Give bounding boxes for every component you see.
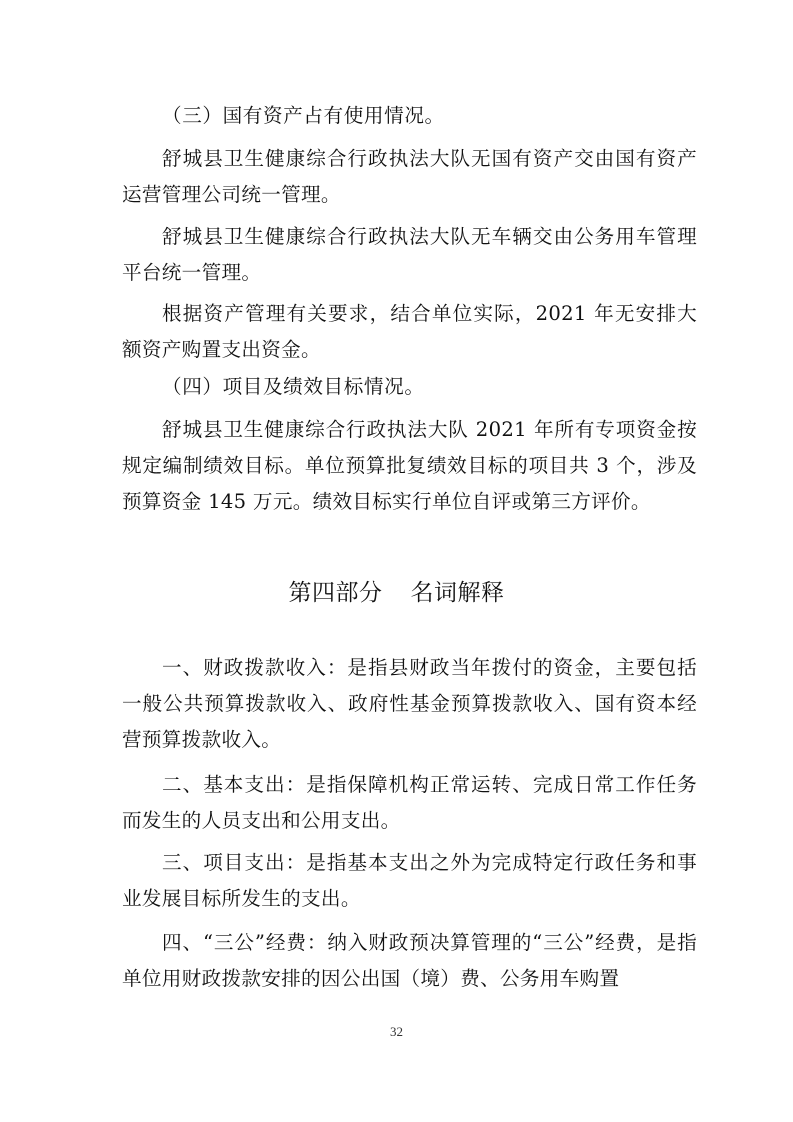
- paragraph-term-1: 一、财政拨款收入：是指县财政当年拨付的资金，主要包括一般公共预算拨款收入、政府性基金预算拨款收入、国有资本经营预算拨款收入。: [122, 656, 697, 751]
- paragraph-term-4: 四、“三公”经费：纳入财政预决算管理的“三公”经费，是指单位用财政拨款安排的因公出国（境）费、公务用车购置: [122, 931, 697, 990]
- page-number: 32: [390, 1024, 403, 1039]
- paragraph-projects-1: 舒城县卫生健康综合行政执法大队 2021 年所有专项资金按规定编制绩效目标。单位预算批复绩效目标的项目共 3 个，涉及预算资金 145 万元。绩效目标实行单位自评或第三方评价。: [122, 418, 697, 513]
- paragraph-assets-3: 根据资产管理有关要求，结合单位实际，2021 年无安排大额资产购置支出资金。: [122, 302, 697, 361]
- section-heading-assets: （三）国有资产占有使用情况。: [162, 104, 445, 127]
- part-title-text: 名词解释: [410, 580, 505, 606]
- paragraph-assets-1: 舒城县卫生健康综合行政执法大队无国有资产交由国有资产运营管理公司统一管理。: [122, 147, 697, 206]
- paragraph-term-2: 二、基本支出：是指保障机构正常运转、完成日常工作任务而发生的人员支出和公用支出。: [122, 773, 697, 832]
- section-heading-projects: （四）项目及绩效目标情况。: [162, 375, 425, 398]
- paragraph-term-3: 三、项目支出：是指基本支出之外为完成特定行政任务和事业发展目标所发生的支出。: [122, 851, 697, 910]
- part-title-number: 第四部分: [288, 580, 383, 606]
- paragraph-assets-2: 舒城县卫生健康综合行政执法大队无车辆交由公务用车管理平台统一管理。: [122, 225, 697, 284]
- part-title: [0, 575, 793, 611]
